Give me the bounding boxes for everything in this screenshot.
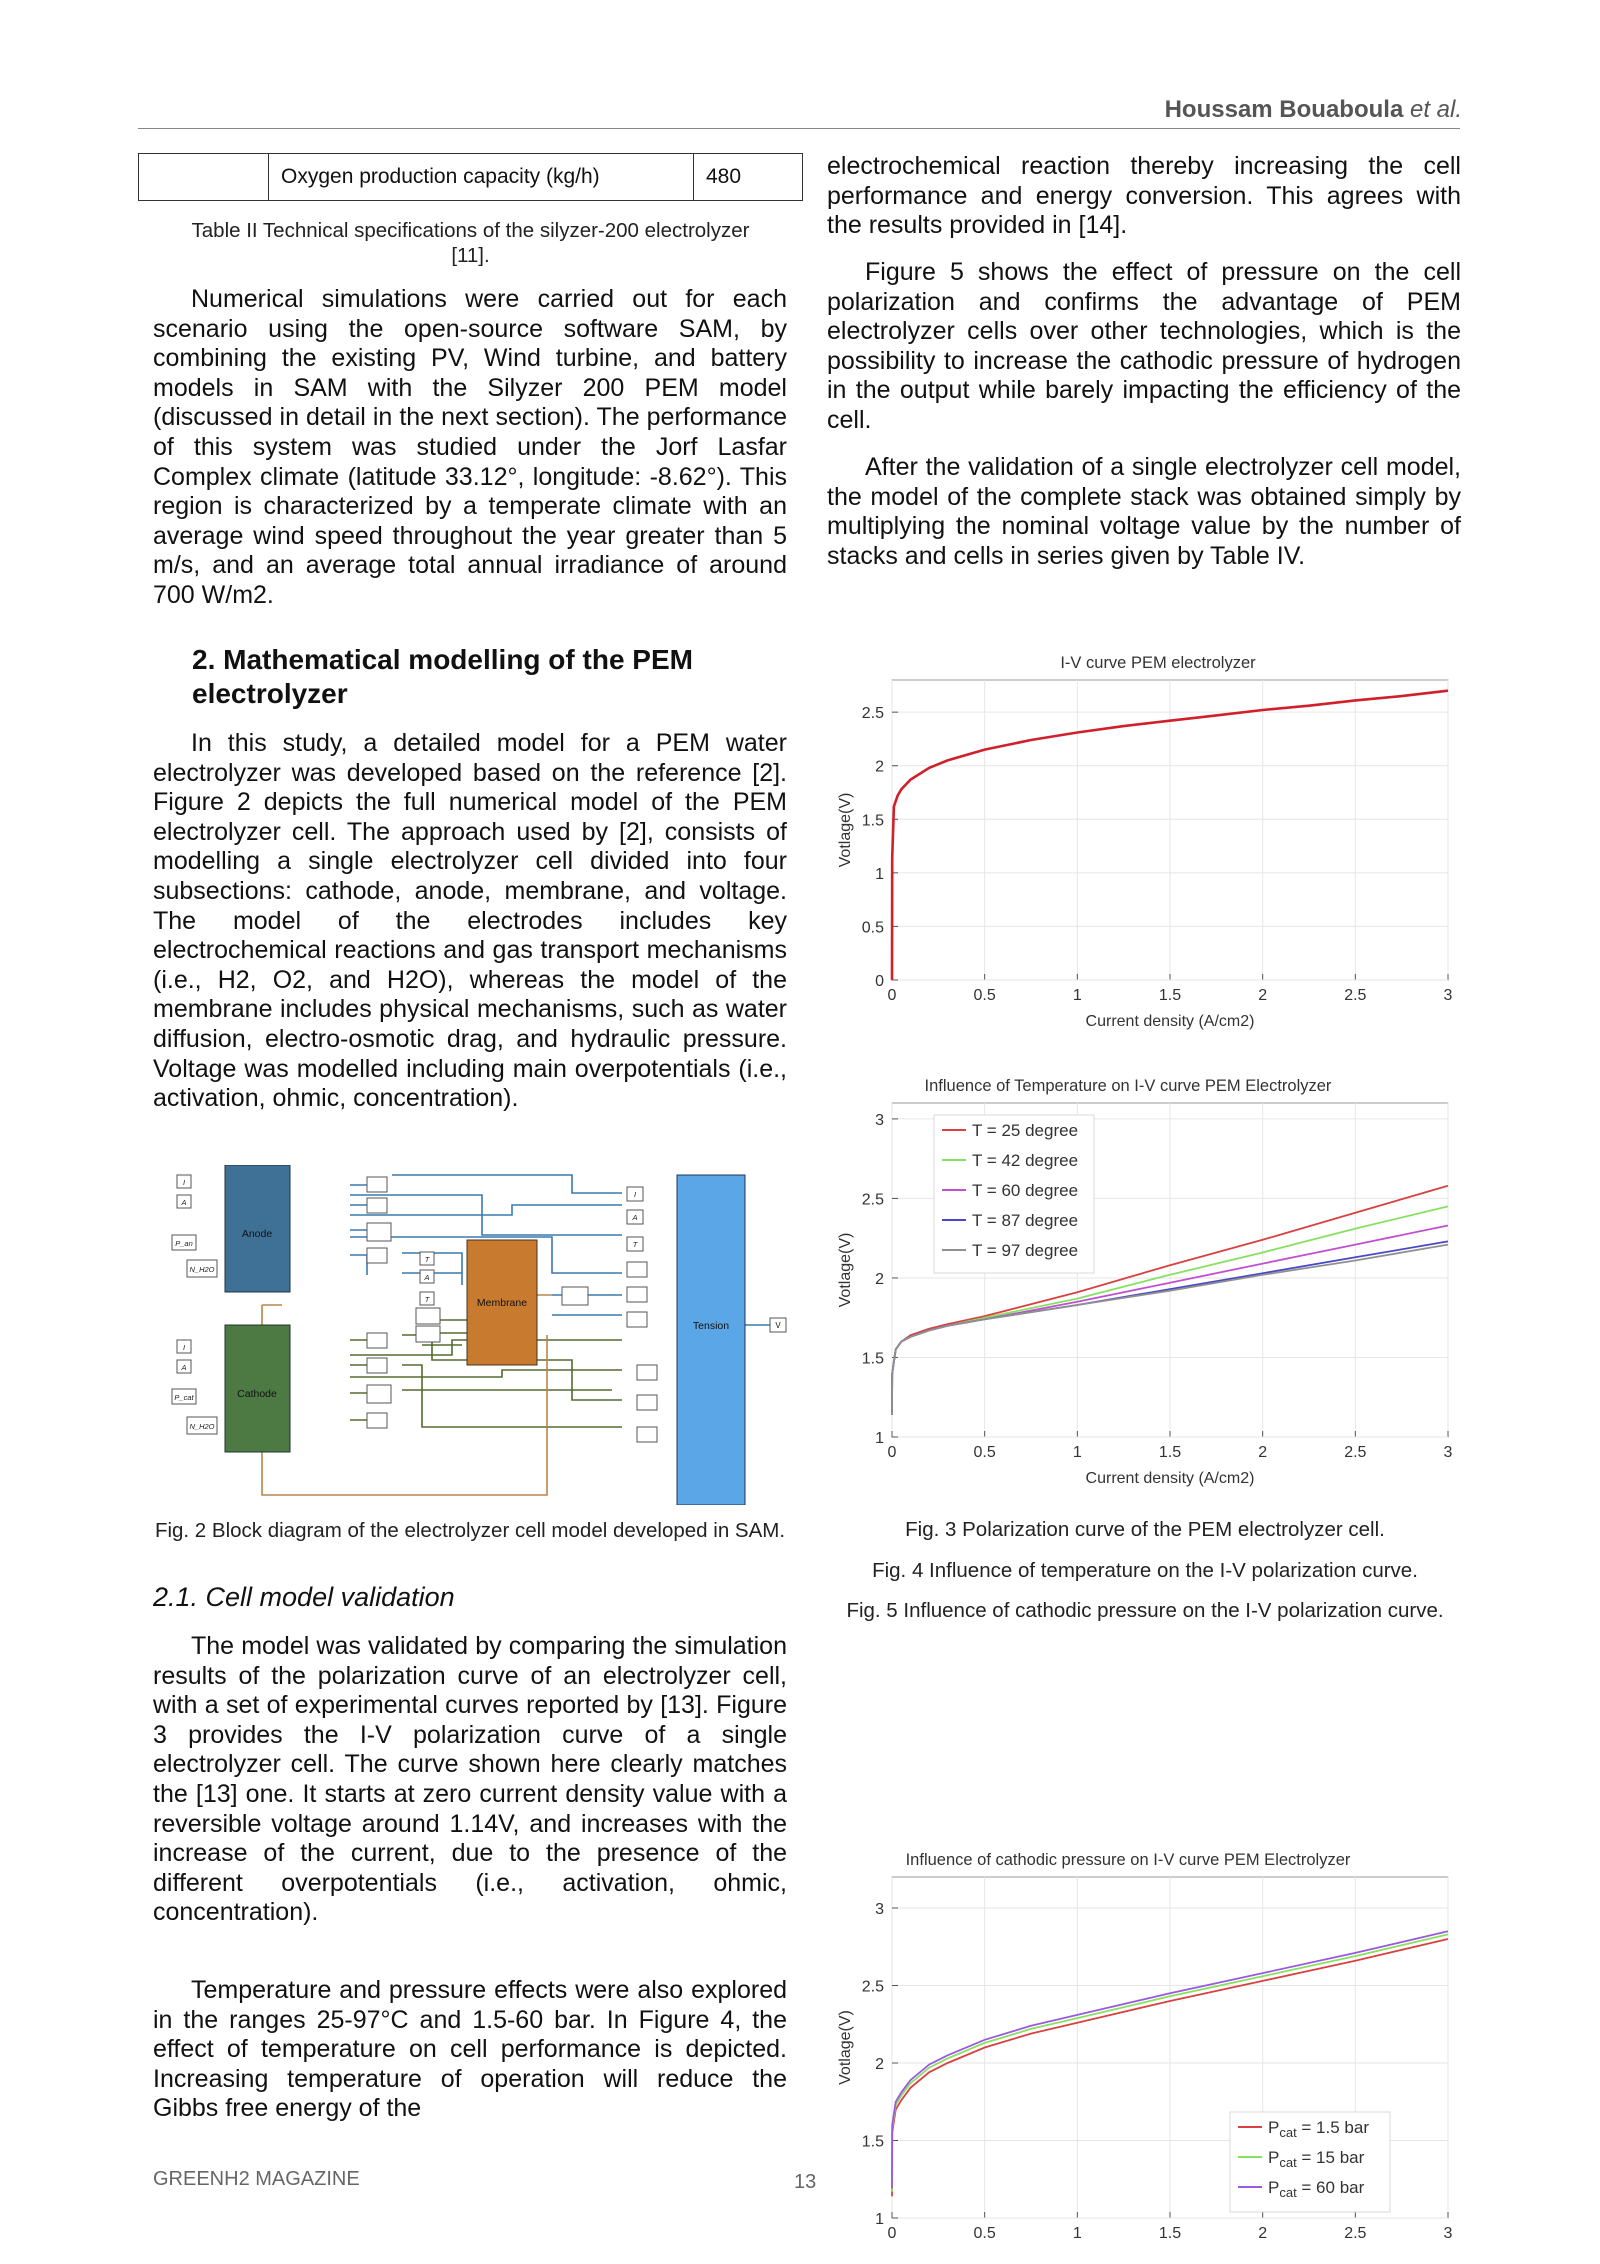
x-axis-label: Current density (A/cm2) [1085,1013,1255,1030]
y-tick-label: 2 [875,2056,884,2073]
x-tick-label: 2 [1258,1444,1268,1461]
iv-curve-chart [828,640,1464,1035]
bd-mem-t2: T [424,1295,430,1304]
chart-title: Influence of cathodic pressure on I-V curve PEM Electrolyzer [905,1851,1351,1869]
membrane-label: Membrane [476,1297,528,1309]
x-tick-label: 3 [1443,987,1453,1004]
legend-label: $P_{cat} = 60$ bar [1268,2178,1365,2200]
tension-block [677,1175,745,1505]
bd-ten-i: I [633,1190,637,1199]
y-tick-label: 2.5 [861,1978,884,1996]
bd-input-pcat: P_cat [174,1393,194,1402]
fig4-caption: Fig. 4 Influence of temperature on the I-V polarization curve. [872,1559,1418,1582]
legend-label: T = 42 degree [972,1151,1079,1170]
x-tick-label: 2.5 [1344,1444,1367,1461]
table-value-cell: 480 [694,154,803,201]
bd-ten-t: T [632,1240,638,1249]
x-tick-label: 1 [1072,1444,1082,1461]
y-tick-label: 0 [875,973,884,990]
bd-mem-t: T [424,1255,430,1264]
spec-table [138,153,803,201]
legend-label: T = 25 degree [972,1121,1079,1140]
x-tick-label: 0 [887,2225,897,2242]
x-tick-label: 1 [1072,987,1082,1004]
legend-label: $P_{cat} = 15$ bar [1268,2148,1365,2170]
x-tick-label: 0.5 [973,1444,996,1461]
cathode-label: Cathode [237,1388,277,1400]
paragraph-continued: electrochemical reaction thereby increasing the cell performance and energy conversion. This agrees with the results provided in [14]. [827,152,1461,240]
legend-label: $P_{cat} = 1.5$ bar [1268,2118,1369,2140]
header-rule [138,128,1460,129]
table-empty-cell [139,154,269,201]
y-tick-label: 1.5 [861,1350,884,1368]
x-tick-label: 2 [1258,987,1268,1004]
anode-label: Anode [241,1228,273,1240]
y-tick-label: 0.5 [861,919,884,937]
legend-label: T = 87 degree [972,1211,1079,1230]
x-tick-label: 3 [1443,2225,1453,2242]
legend-label: T = 97 degree [972,1241,1079,1260]
x-tick-label: 2.5 [1344,987,1367,1004]
table-row [139,154,803,201]
y-tick-label: 1 [875,1430,884,1447]
y-tick-label: 3 [875,1901,884,1918]
bd-mem-a: A [424,1273,430,1282]
x-tick-label: 0 [887,1444,897,1461]
section-title: 2. Mathematical modelling of the PEM electrolyzer [192,644,693,709]
x-tick-label: 0.5 [973,987,996,1004]
table-caption: Table II Technical specifications of the silyzer-200 electrolyzer [11]. [191,219,750,267]
x-tick-label: 0.5 [973,2225,996,2242]
x-tick-label: 2.5 [1344,2225,1367,2242]
temperature-chart [828,1065,1464,1505]
y-tick-label: 2 [875,1270,884,1288]
y-axis-label: Votlage(V) [837,792,854,868]
author-name: Houssam Bouaboula [1164,96,1404,123]
fig2-caption: Fig. 2 Block diagram of the electrolyzer cell model developed in SAM. [154,1519,786,1542]
bd-input-a2: A [181,1363,187,1372]
footer-page-number: 13 [794,2171,817,2193]
y-axis-label: Votlage(V) [837,1232,854,1308]
paragraph-validation: The model was validated by comparing the simulation results of the polarization curve of an electrolyzer cell, with a set of experimental curves reported by [13]. Figure 3 provides the I-V polarization curve of a single electrolyzer cell. The curve shown here clearly matches the [13] one. It starts at zero current density value with a reversible voltage around 1.14V, and increases with the increase of the current, due to the presence of the different overpotentials (i.e., activation, ohmic, concentration). [153,1632,787,1927]
bd-input-n2: N_H2O [189,1422,215,1431]
fig5-caption: Fig. 5 Influence of cathodic pressure on the I-V polarization curve. [846,1599,1444,1622]
bd-input-i1: I [182,1178,186,1187]
bd-input-i2: I [182,1343,186,1352]
legend-label: T = 60 degree [972,1181,1079,1200]
chart-title: Influence of Temperature on I-V curve PEM Electrolyzer [924,1077,1332,1095]
block-diagram [152,1165,794,1505]
x-tick-label: 2 [1258,2225,1268,2242]
bd-input-pan: P_an [175,1239,193,1248]
paragraph-stack: After the validation of a single electrolyzer cell model, the model of the complete stack was obtained simply by multiplying the nominal voltage value by the number of stacks and cells in series given by Table IV. [827,453,1461,570]
output-v-label: V [775,1321,781,1330]
paragraph-pressure: Figure 5 shows the effect of pressure on the cell polarization and confirms the advantage of PEM electrolyzer cells over other technologies, which is the possibility to increase the cathodic pressure of hydrogen in the output while barely impacting the efficiency of the cell. [827,258,1461,434]
x-axis-label: Current density (A/cm2) [1085,1470,1255,1487]
y-tick-label: 2 [875,758,884,776]
y-tick-label: 1 [875,865,884,883]
subsection-title: 2.1. Cell model validation [153,1582,455,1612]
bd-ten-a: A [632,1213,638,1222]
author-etal: et al. [1403,96,1462,123]
pressure-chart [828,1835,1464,2255]
paragraph-temperature: Temperature and pressure effects were also explored in the ranges 25-97°C and 1.5-60 bar. In Figure 4, the effect of temperature on cell performance is depicted. Increasing temperature of operation will reduce the Gibbs free energy of the [153,1976,787,2123]
y-tick-label: 2.5 [861,705,884,723]
x-tick-label: 1.5 [1158,987,1182,1004]
y-tick-label: 2.5 [861,1191,884,1209]
x-tick-label: 3 [1443,1444,1453,1461]
y-tick-label: 1 [875,2211,884,2228]
y-tick-label: 1.5 [861,2133,884,2151]
paragraph-sam: Numerical simulations were carried out for each scenario using the open-source software SAM, by combining the existing PV, Wind turbine, and battery models in SAM with the Silyzer 200 PEM model (discussed in detail in the next section). The performance of this system was studied under the Jorf Lasfar Complex climate (latitude 33.12°, longitude: -8.62°). This region is characterized by a temperate climate with an average wind speed throughout the year greater than 5 m/s, and an average total annual irradiance of around 700 W/m2. [153,285,787,609]
y-axis-label: Votlage(V) [837,2010,854,2085]
footer-magazine: GREENH2 MAGAZINE [153,2168,360,2190]
y-tick-label: 3 [875,1111,884,1129]
table-label-cell: Oxygen production capacity (kg/h) [269,154,694,201]
y-tick-label: 1.5 [861,812,884,830]
x-tick-label: 1 [1072,2225,1082,2242]
x-tick-label: 0 [887,987,897,1004]
fig3-caption: Fig. 3 Polarization curve of the PEM electrolyzer cell. [905,1518,1385,1541]
running-author [1165,96,1462,124]
tension-label: Tension [692,1320,730,1332]
chart-title: I-V curve PEM electrolyzer [1060,654,1256,672]
bd-input-n1: N_H2O [189,1265,215,1274]
bd-input-a1: A [181,1198,187,1207]
paragraph-model: In this study, a detailed model for a PEM water electrolyzer was developed based on the reference [2]. Figure 2 depicts the full numerical model of the PEM electrolyzer cell. The approach used by [2], consists of modelling a single electrolyzer cell divided into four subsections: cathode, anode, membrane, and voltage. The model of the electrodes includes key electrochemical reactions and gas transport mechanisms (i.e., H2, O2, and H2O), whereas the model of the membrane includes physical mechanisms, such as water diffusion, electro-osmotic drag, and hydraulic pressure. Voltage was modelled including main overpotentials (i.e., activation, ohmic, concentration). [153,729,787,1113]
x-tick-label: 1.5 [1158,2225,1182,2242]
x-tick-label: 1.5 [1158,1444,1182,1461]
